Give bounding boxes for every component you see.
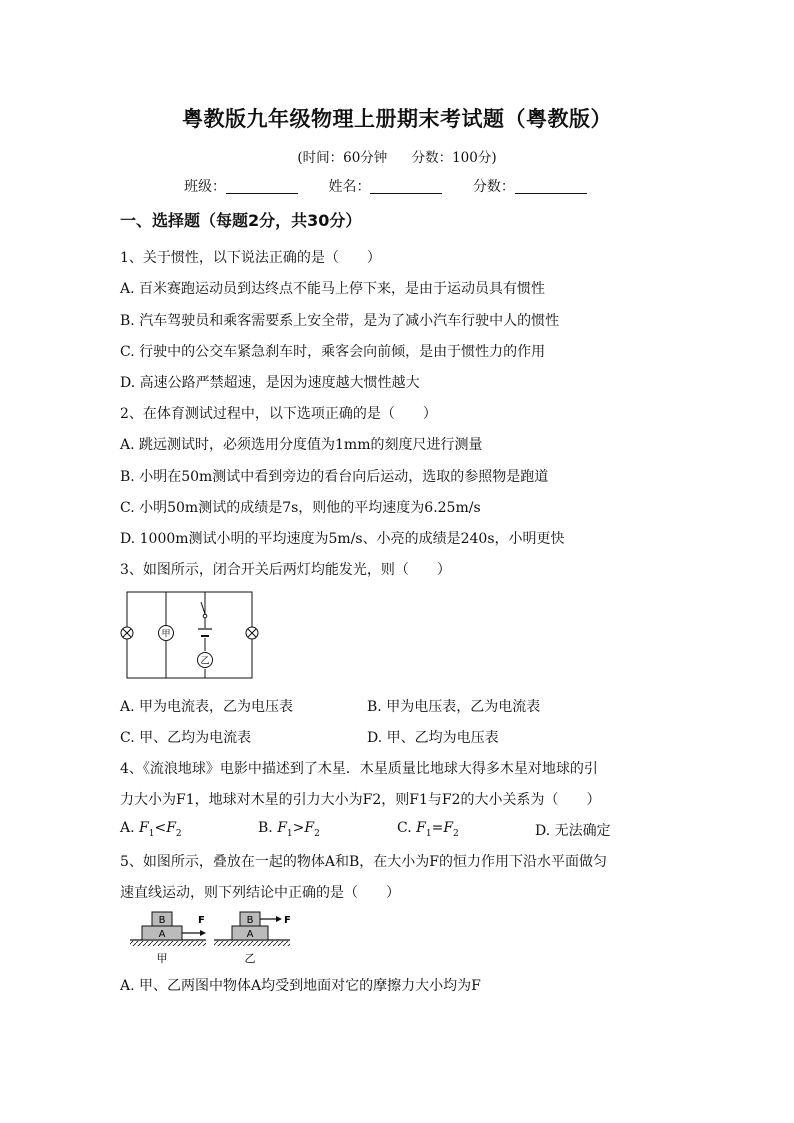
- q3-option-d: D. 甲、乙均为电压表: [367, 730, 499, 746]
- svg-text:F: F: [284, 915, 291, 926]
- q4-stem-line1: 4、《流浪地球》电影中描述到了木星．木星质量比地球大得多木星对地球的引: [120, 761, 598, 777]
- q5-stem-line2: 速直线运动，则下列结论中正确的是（ ）: [120, 885, 400, 901]
- class-field: 班级：: [184, 176, 298, 196]
- q2-option-a: A. 跳远测试时，必须选用分度值为1mm的刻度尺进行测量: [120, 437, 483, 453]
- blocks-diagram: [126, 908, 296, 970]
- q1-stem: 1、关于惯性，以下说法正确的是（ ）: [120, 250, 381, 266]
- figure-yi: [214, 912, 291, 965]
- score-field: 分数：: [473, 176, 587, 196]
- lamp-left: [121, 627, 133, 639]
- q2-option-d: D. 1000m测试小明的平均速度为5m/s、小亮的成绩是240s，小明更快: [120, 531, 565, 547]
- name-field: 姓名：: [328, 176, 442, 196]
- svg-text:A: A: [246, 929, 254, 940]
- exam-time: (时间：60分钟: [297, 150, 388, 166]
- meter-jia-label: 甲: [161, 629, 171, 640]
- q1-option-c: C. 行驶中的公交车紧急刹车时，乘客会向前倾，是由于惯性力的作用: [120, 344, 546, 360]
- q1-option-d: D. 高速公路严禁超速，是因为速度越大惯性越大: [120, 375, 420, 391]
- q3-stem: 3、如图所示，闭合开关后两灯均能发光，则（ ）: [120, 562, 451, 578]
- exam-score: 分数：100分): [411, 150, 497, 166]
- q3-option-b: B. 甲为电压表，乙为电流表: [367, 699, 541, 715]
- q2-stem: 2、在体育测试过程中，以下选项正确的是（ ）: [120, 406, 437, 422]
- svg-text:B: B: [158, 915, 166, 926]
- circuit-diagram: [118, 588, 260, 682]
- q1-option-b: B. 汽车驾驶员和乘客需要系上安全带，是为了减小汽车行驶中人的惯性: [120, 313, 560, 329]
- name-blank[interactable]: [370, 179, 442, 194]
- q4-stem-line2: 力大小为F1，地球对木星的引力大小为F2，则F1与F2的大小关系为（ ）: [120, 792, 601, 808]
- q2-option-c: C. 小明50m测试的成绩是7s，则他的平均速度为6.25m/s: [120, 500, 481, 516]
- exam-info: [0, 146, 794, 166]
- exam-title: 粤教版九年级物理上册期末考试题（粤教版）: [182, 107, 612, 131]
- svg-text:B: B: [246, 915, 254, 926]
- svg-text:A: A: [158, 929, 166, 940]
- q3-option-a: A. 甲为电流表，乙为电压表: [120, 699, 294, 715]
- class-blank[interactable]: [226, 179, 298, 194]
- jia-label: 甲: [156, 952, 168, 965]
- q1-option-a: A. 百米赛跑运动员到达终点不能马上停下来，是由于运动员具有惯性: [120, 281, 546, 297]
- student-fields: [184, 176, 613, 196]
- figure-jia: [130, 912, 206, 965]
- q5-option-a: A. 甲、乙两图中物体A均受到地面对它的摩擦力大小均为F: [120, 978, 481, 994]
- q4-option-b: B. $F_1>F_2$: [258, 820, 320, 839]
- q3-option-c: C. 甲、乙均为电流表: [120, 730, 252, 746]
- q5-stem-line1: 5、如图所示，叠放在一起的物体A和B，在大小为F的恒力作用下沿水平面做匀: [120, 854, 608, 870]
- q4-option-d: D. 无法确定: [535, 823, 611, 839]
- meter-yi-label: 乙: [200, 656, 210, 667]
- section-title: 一、选择题（每题2分，共30分）: [120, 211, 362, 230]
- svg-text:F: F: [198, 915, 205, 926]
- q2-option-b: B. 小明在50m测试中看到旁边的看台向后运动，选取的参照物是跑道: [120, 469, 549, 485]
- q4-option-c: C. $F_1=F_2$: [397, 820, 459, 839]
- score-blank[interactable]: [515, 179, 587, 194]
- lamp-right: [246, 627, 258, 639]
- yi-label: 乙: [244, 952, 256, 965]
- switch-contact: [203, 614, 207, 618]
- q4-option-a: A. $F_1<F_2$: [120, 820, 182, 839]
